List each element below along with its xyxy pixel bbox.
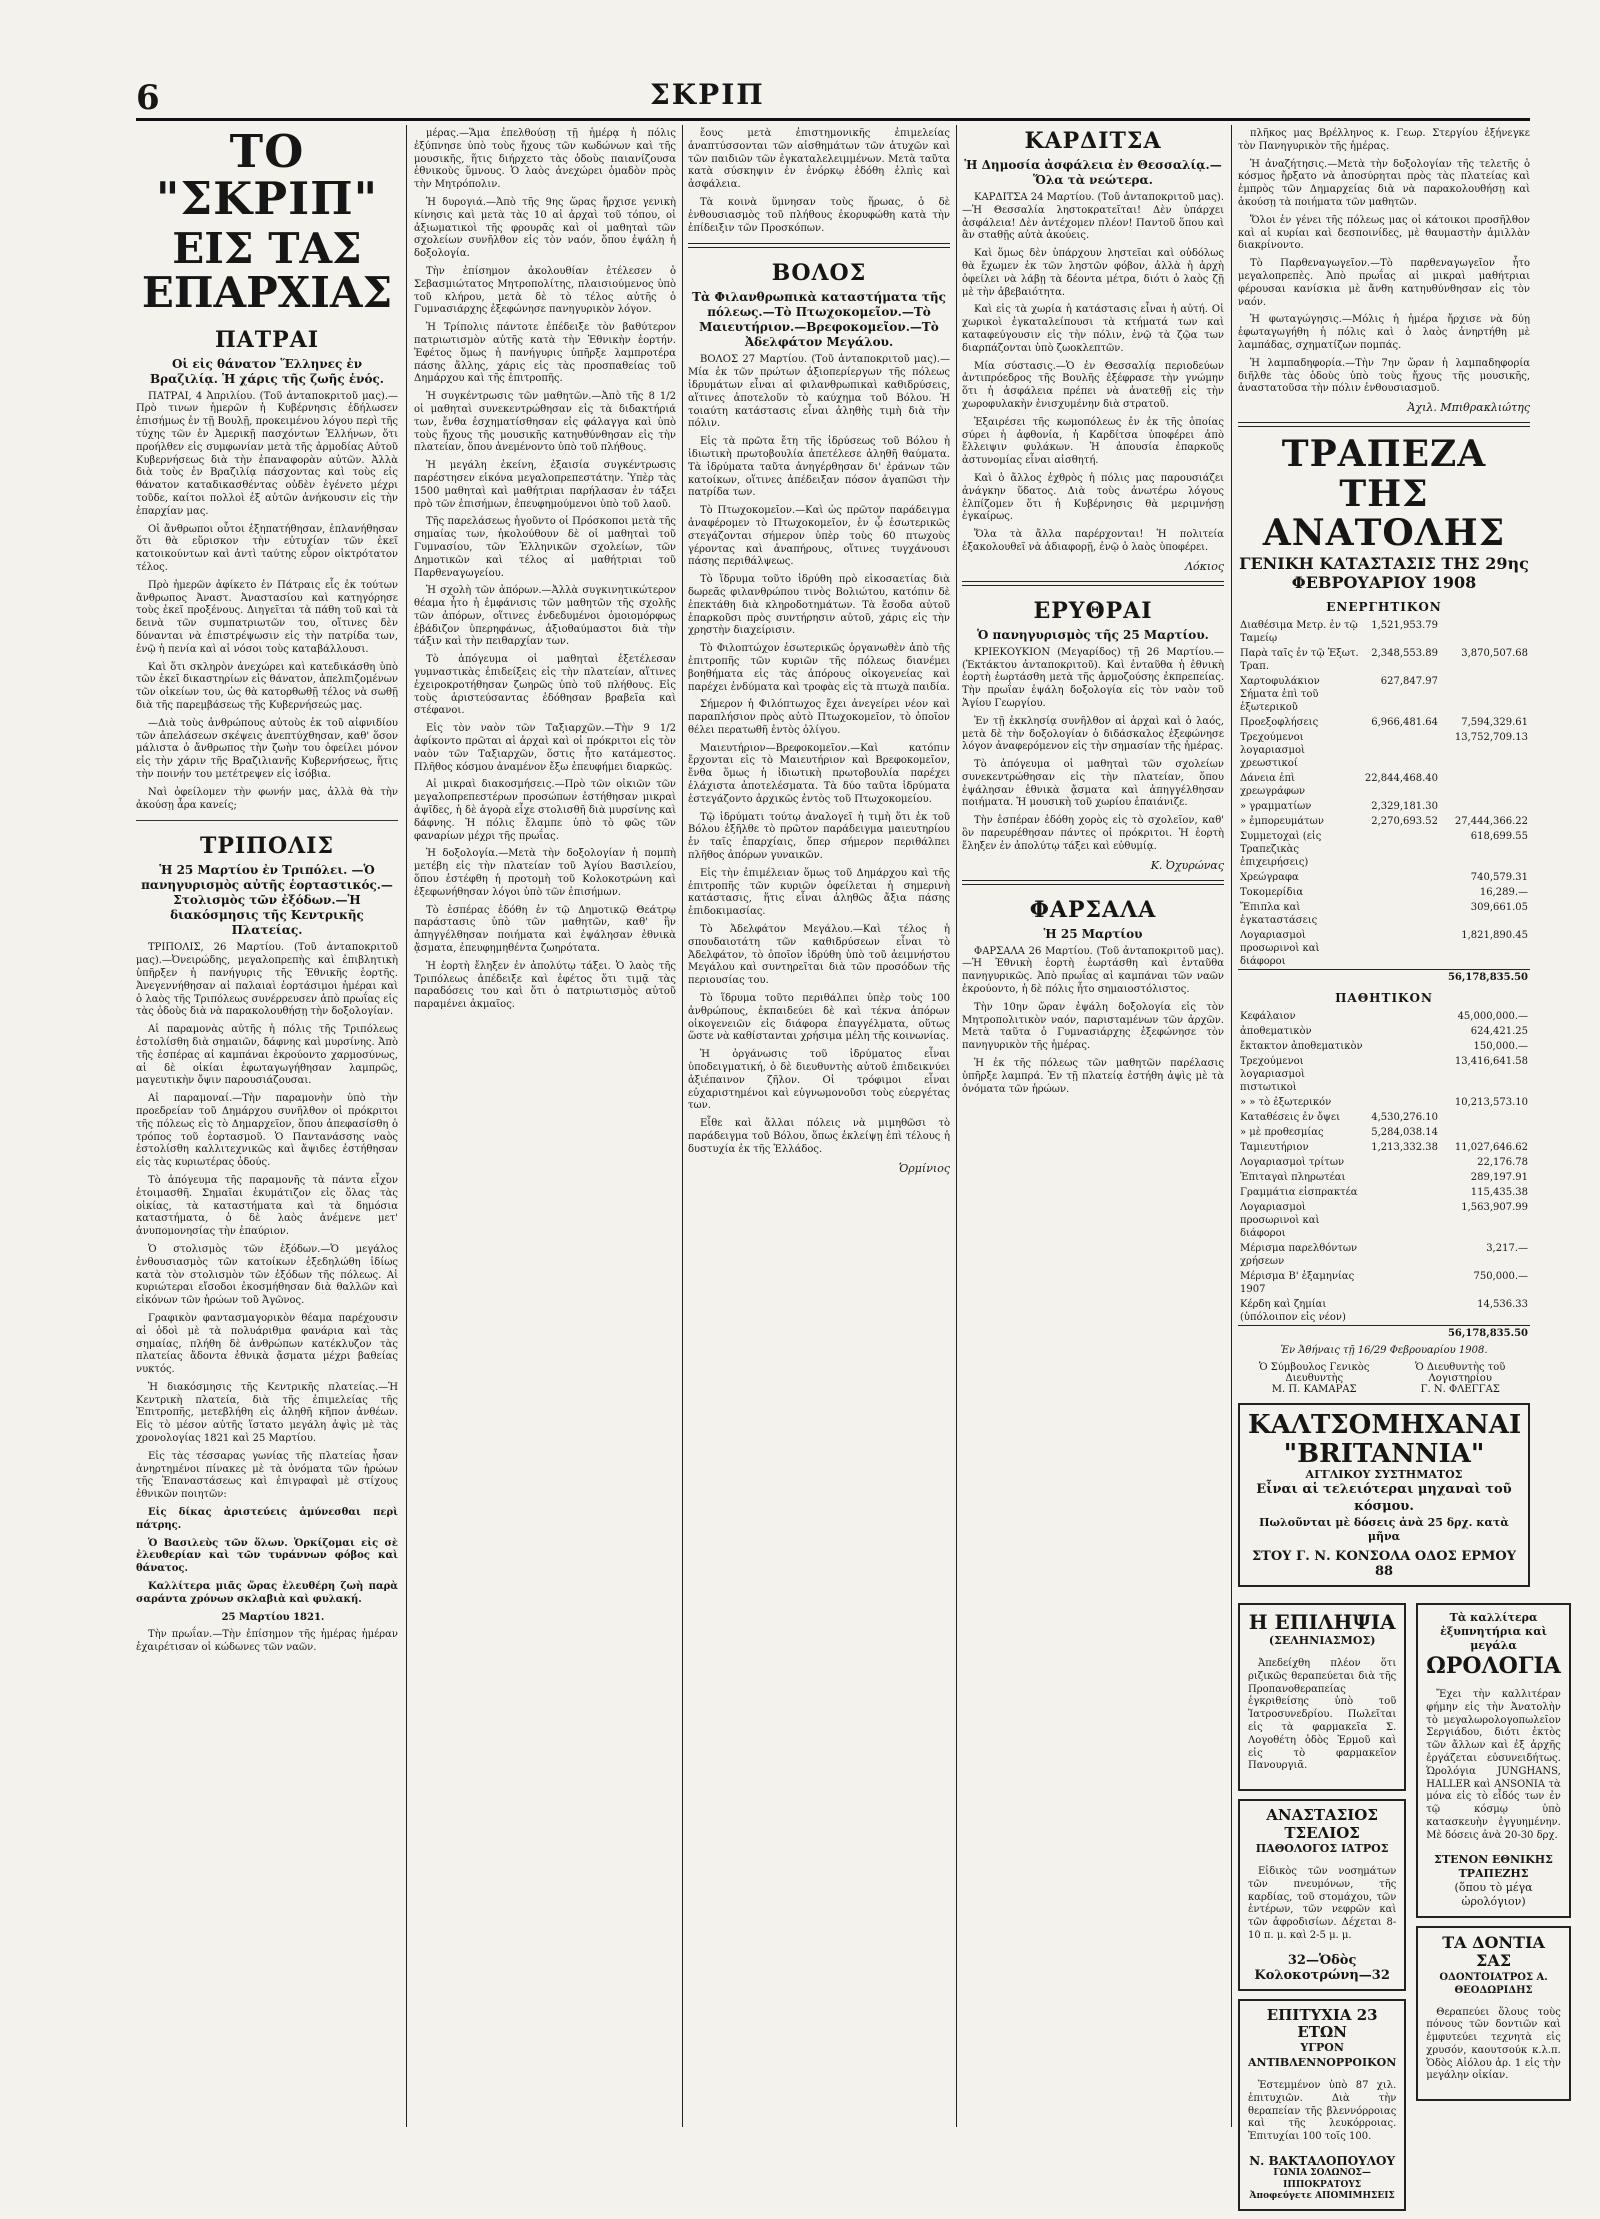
row-value: 750,000.— — [1473, 1270, 1528, 1282]
paragraph: Τὸ ἀπόγευμα οἱ μαθηταὶ ἐξετέλεσαν γυμναστικὰς ἐπιδείξεις εἰς τὴν πλατείαν, αἵτινες ἐχειροκροτήθησαν ζωηρῶς ὑπὸ τοῦ πλήθους. Εἰς τοὺς ἀριστεύσαντας ἐδόθησαν βραβεῖα καὶ στέφανοι. — [414, 654, 676, 717]
author-signature: Ὁρμίνιος — [898, 1161, 950, 1175]
ad-line: Πωλοῦνται μὲ δόσεις ἀνὰ 25 δρχ. κατὰ μῆνα — [1259, 1516, 1509, 1544]
row-label: Κεφάλαιον — [1240, 1010, 1296, 1022]
ad-remedy — [1238, 1999, 1406, 2211]
row-value — [1366, 1155, 1440, 1170]
liabilities-total-row — [1238, 1325, 1530, 1341]
column-3 — [688, 128, 950, 2127]
ad-title: ΤΑ ΔΟΝΤΙΑ ΣΑΣ — [1442, 1932, 1545, 1971]
finance-row — [1238, 1170, 1530, 1185]
finance-row — [1238, 1241, 1530, 1269]
row-value — [1440, 674, 1530, 715]
ad-title: Η ΕΠΙΛΗΨΙΑ — [1248, 1609, 1396, 1634]
quote: Ὁ Βασιλεὺς τῶν ὅλων. Ὁρκίζομαι εἰς σὲ ἐλευθερίαν καὶ τῶν τυράννων φόβος καὶ θάνατος. — [136, 1537, 398, 1575]
row-value: 2,348,553.89 — [1371, 647, 1438, 659]
paragraph: Καὶ εἰς τὰ χωρία ἡ κατάστασις εἶναι ἡ αὐτή. Οἱ χωρικοὶ ἐγκαταλείπουσι τὰ κτήματά των καὶ καταφεύγουσιν εἰς τὴν πόλιν, ἐνῷ τὰ ζῷα των διαρπάζονται ὑπὸ ζωοκλεπτῶν. — [962, 304, 1224, 354]
paragraph: Ἡ δυρογιά.—Ἀπὸ τῆς 9ης ὥρας ἤρχισε γενικὴ κίνησις καὶ μετὰ τὰς 10 αἱ ἀρχαὶ τοῦ τόπου, οἱ ἀξιωματικοὶ τῆς φρουρᾶς καὶ οἱ μαθηταὶ τῶν σχολείων συνῆλθον εἰς τὸν ναόν, ὅπου ἐψάλη ἡ δοξολογία. — [414, 196, 676, 260]
finance-row — [1238, 1095, 1530, 1110]
row-value — [1440, 618, 1530, 646]
column-divider — [682, 125, 683, 2127]
paragraph: Τὴν ἑσπέραν ἐδόθη χορὸς εἰς τὸ σχολεῖον, καθ' ὃν παρευρέθησαν πάντες οἱ πρόκριτοι. Ἡ ἑορτὴ ἔληξεν ἐν ἀπολύτῳ τάξει καὶ εὐθυμίᾳ. — [962, 815, 1224, 852]
article-heading-karditsa: ΚΑΡΔΙΤΣΑ — [1024, 128, 1162, 154]
row-value — [1366, 1185, 1440, 1200]
row-value: 11,027,646.62 — [1454, 1141, 1528, 1153]
paragraph: Εἰς τὸν ναὸν τῶν Ταξιαρχῶν.—Τὴν 9 1/2 ἀφίκοντο πρῶται αἱ ἀρχαὶ καὶ οἱ πρόκριτοι εἰς τὸν ναὸν τῶν Ταξιαρχῶν, ὅστις ἦτο κατάμεστος. Πλῆθος κόσμου ἀναμένον ἔξω ἐπευφήμει διαρκῶς. — [414, 723, 676, 773]
paragraph: Ναὶ ὀφείλομεν τὴν φωνήν μας, ἀλλὰ θὰ τὴν ἀκούσῃ ἆρα κανείς; — [136, 786, 398, 811]
paragraph: Τὸ Πτωχοκομεῖον.—Καὶ ὡς πρῶτον παράδειγμα ἀναφέρομεν τὸ Πτωχοκομεῖον, ἐν ᾧ ἐσωτερικῶς στεγάζονται σήμερον ὑπὲρ τοὺς 60 πτωχοὺς γέροντας καὶ ἀναπήρους, οἵτινες τυγχάνουσι πάσης περιθάλψεως. — [688, 505, 950, 568]
finance-row — [1238, 1200, 1530, 1241]
signature-right — [1390, 1362, 1530, 1395]
paragraph: Τὸ Φιλοπτώχον ἐσωτερικῶς ὀργανωθὲν ἀπὸ τῆς ἐπιτροπῆς τῶν κυριῶν τῆς πόλεως διανέμει βοηθήματα εἰς τὰς ἀπόρους οἰκογενείας καὶ παρέχει ἐνδύματα καὶ τροφὰς εἰς τὰ πτωχὰ παιδία. — [688, 643, 950, 693]
ad-address: 32—Ὁδὸς Κολοκοτρώνη—32 — [1254, 1952, 1390, 1983]
liabilities-heading: ΠΑΘΗΤΙΚΟΝ — [1335, 990, 1433, 1005]
row-label: Τοκομερίδια — [1240, 886, 1304, 898]
row-label: Λογαριασμοὶ τρίτων — [1240, 1156, 1345, 1168]
paragraph: ΒΟΛΟΣ 27 Μαρτίου. (Τοῦ ἀνταποκριτοῦ μας).—Μία ἐκ τῶν πρώτων ἀξιοπερίεργων τῆς πόλεως ἰδρυμάτων εἶναι αἱ φιλανθρωπικαὶ καθιδρύσεις, αἵτινες ἀποτελοῦν τὸ καύχημα τοῦ Βόλου. Ἡ τοιαύτη κατάστασις εἶναι ἀληθὴς τιμὴ διὰ τὴν πόλιν. — [688, 354, 950, 430]
row-label: Διαθέσιμα Μετρ. ἐν τῷ Ταμείῳ — [1240, 619, 1358, 644]
paragraph: Τὸ Ἀδελφάτον Μεγάλου.—Καὶ τέλος ἡ σπουδαιοτάτη τῶν καθιδρύσεων εἶναι τὸ Ἀδελφάτον, τὸ ὁποῖον ἱδρύθη ὑπὸ τοῦ ἀειμνήστου Μεγάλου καὶ συντηρεῖται διὰ τῶν προσόδων τῆς περιουσίας του. — [688, 924, 950, 987]
quote: Εἰς δίκας ἀριστεύεις ἀμύνεσθαι περὶ πάτρης. — [136, 1507, 398, 1531]
ad-sewing-machines — [1238, 1403, 1530, 1587]
paragraph: Ἐξαιρέσει τῆς κωμοπόλεως ἐν ἐκ τῆς ὁποίας σύρει ἡ ἀφθονία, ἡ Καρδίτσα ὑποφέρει ἀπὸ ἔλλειψιν φυλάκων. Ἡ ἀπουσία ἐπαρκοῦς ἀστυνομίας εἶναι αἰσθητή. — [962, 416, 1224, 467]
bank-date: Ἐν Ἀθήναις τῇ 16/29 Φεβρουαρίου 1908. — [1280, 1344, 1488, 1356]
ad-text: Ἀπεδείχθη πλέον ὅτι ριζικῶς θεραπεύεται διὰ τῆς Προπανοθεραπείας ἐγκριθείσης ὑπὸ τοῦ Ἰατροσυνεδρίου. Πωλεῖται εἰς τὰ φαρμακεῖα Σ. Λογοθέτη ὁδὸς Ἑρμοῦ καὶ εἰς τὸ φαρμακεῖον Πανουργιᾶ. — [1248, 1658, 1397, 1772]
row-label: Χρεώγραφα — [1240, 871, 1299, 883]
row-value — [1366, 1297, 1440, 1326]
paragraph: Τὸ ἵδρυμα τοῦτο περιθάλπει ὑπὲρ τοὺς 100 ἀνθρώπους, ἐκπαιδεύει δὲ καὶ τέκνα ἀπόρων οἰκογενειῶν εἰς διάφορα ἐπαγγέλματα, οὕτως ὥστε νὰ καθίστανται χρήσιμα μέλη τῆς κοινωνίας. — [688, 993, 950, 1043]
liabilities-total: 56,178,835.50 — [1440, 1325, 1530, 1341]
row-value — [1363, 928, 1440, 970]
row-label: Συμμετοχαὶ (εἰς Τραπεζικὰς ἐπιχειρήσεις) — [1240, 830, 1322, 868]
finance-row — [1238, 928, 1530, 970]
finance-row — [1238, 885, 1530, 900]
ad-footer: Ἀποφεύγετε ΑΠΟΜΙΜΗΣΕΙΣ — [1249, 2191, 1395, 2202]
paragraph: Καὶ ὁ ἄλλος ἐχθρὸς ἡ πόλις μας παρουσιάζει ἀνάγκην ὕδατος. Διὰ τοὺς ἀνωτέρω λόγους ἐλπίζομεν ὅτι ἡ Κυβέρνησις θὰ μεριμνήσῃ ἐγκαίρως. — [962, 472, 1224, 523]
paragraph: Ἡ σχολὴ τῶν ἀπόρων.—Ἀλλὰ συγκινητικώτερον θέαμα ἦτο ἡ ἐμφάνισις τῶν μαθητῶν τῆς σχολῆς τῶν ἀπόρων, οἵτινες ἐνδεδυμένοι ὁμοιομόρφως ἐβάδιζον ὑπερηφάνως, ἀξιοθαύμαστοι διὰ τὴν τάξιν καὶ τὴν πειθαρχίαν των. — [414, 585, 676, 648]
row-label: ἀποθεματικὸν — [1240, 1025, 1312, 1037]
paragraph: Ἡ φωταγώγησις.—Μόλις ἡ ἡμέρα ἤρχισε νὰ δύῃ ἐφωταγωγήθη ἡ πόλις καὶ ὁ λαὸς ἀνηρτήθη μὲ λαμπάδας, σχηματίζων πομπάς. — [1238, 314, 1530, 351]
finance-row — [1238, 1039, 1530, 1054]
paragraph: Τὸ ἑσπέρας ἐδόθη ἐν τῷ Δημοτικῷ Θεάτρῳ παράστασις ὑπὸ τῶν μαθητῶν, καθ' ἣν ἀπηγγέλθησαν ποιήματα καὶ ἐψάλησαν ἐθνικὰ ᾄσματα, ἐπευφημηθέντα ζωηρότατα. — [414, 904, 676, 955]
paragraph: Καὶ ὅμως δὲν ὑπάρχουν ληστεῖαι καὶ οὐδόλως θὰ ἔχωμεν ἐκ τῶν ληστῶν φόβον, ἀλλὰ ἡ ἀρχὴ ὀφείλει νὰ λάβῃ τὰ δέοντα μέτρα, διότι ὁ λαὸς ζῇ μὲ τὴν ἀβεβαιότητα. — [962, 248, 1224, 298]
paragraph: —Διὰ τοὺς ἀνθρώπους αὐτοὺς ἐκ τοῦ αἰφνιδίου τῶν ἀπελάσεων σκέψεις ἀνεπτύχθησαν, καθ' ὅσον μάλιστα ὁ ἄνθρωπος τὴν ζωὴν του ὀφείλει μόνον εἰς τὴν χάριν τῆς Βραζιλιανῆς Κυβερνήσεως, ἥτις τὴν ποινήν του μετέτρεψεν εἰς ἰσόβια. — [136, 717, 398, 780]
article-subheading: Ἡ 25 Μαρτίου — [1043, 926, 1143, 941]
ad-subtitle: (ΣΕΛΗΝΙΑΣΜΟΣ) — [1268, 1633, 1376, 1647]
ad-doctor — [1238, 1799, 1406, 1991]
ads-right — [1416, 1595, 1571, 2219]
assets-heading: ΕΝΕΡΓΗΤΙΚΟΝ — [1326, 599, 1442, 614]
paragraph: Ὁ στολισμὸς τῶν ἐξόδων.—Ὁ μεγάλος ἐνθουσιασμὸς τῶν κατοίκων ἐξεδηλώθη ἰδίως κατὰ τὸν στολισμὸν τῶν ἐξόδων τῆς πόλεως. Αἱ κυριώτεραι εἴσοδοι ἐκοσμήθησαν διὰ θαλλῶν καὶ εἰκόνων τῶν ἡρώων τοῦ Ἀγῶνος. — [136, 1243, 398, 1307]
row-label: » ἐμπορευμάτων — [1240, 815, 1324, 827]
paragraph: Τῷ ἰδρύματι τούτῳ ἀναλογεῖ ἡ τιμὴ ὅτι ἐκ τοῦ Βόλου ἐξῆλθε τὸ πρῶτον παράδειγμα μαιευτηρίου ἐν ταῖς ἐπαρχίαις, ὅπερ σήμερον περιθάλπει πλῆθος ἀπόρων γυναικῶν. — [688, 811, 950, 862]
paragraph: Ἡ διακόσμησις τῆς Κεντρικῆς πλατείας.—Ἡ Κεντρικὴ πλατεία, διὰ τῆς ἐπιμελείας τῆς Ἐπιτροπῆς, μετεβλήθη εἰς ἀληθῆ κῆπον ἀνθέων. Εἰς τὸ μέσον αὐτῆς ἵστατο μεγάλη ἁψὶς μὲ τὰς χρονολογίας 1821 καὶ 25 Μαρτίου. — [136, 1381, 398, 1445]
finance-row — [1238, 1269, 1530, 1297]
finance-row — [1238, 674, 1530, 715]
row-value — [1366, 1200, 1440, 1241]
row-value: 7,594,329.61 — [1461, 716, 1528, 728]
row-label: Λογαριασμοὶ προσωρινοὶ καὶ διάφοροι — [1240, 1201, 1320, 1239]
row-value: 309,661.05 — [1470, 901, 1528, 913]
row-value — [1366, 1170, 1440, 1185]
bank-signatures — [1238, 1362, 1530, 1395]
row-value: 1,821,890.45 — [1461, 929, 1528, 941]
paragraph: Ὅλα τὰ ἄλλα παρέρχονται! Ἡ πολιτεία ἐξακολουθεῖ νὰ ἀδιαφορῇ, ἐνῷ ὁ λαὸς ὑποφέρει. — [962, 529, 1224, 553]
row-label: Καταθέσεις ἐν ὄψει — [1240, 1111, 1341, 1123]
row-value: 4,530,276.10 — [1371, 1111, 1438, 1123]
row-value: 45,000,000.— — [1457, 1010, 1528, 1022]
finance-row — [1238, 1185, 1530, 1200]
row-label: Τρεχούμενοι λογαριασμοὶ χρεωστικοί — [1240, 731, 1305, 769]
paragraph: Ἡ μεγάλη ἐκείνη, ἐξαισία συγκέντρωσις παρέστησεν εἰκόνα μεγαλοπρεπεστάτην. Ὑπὲρ τὰς 1500 μαθηταὶ καὶ μαθήτριαι παρήλασαν ἐν τάξει πρὸ τῶν ἐπισήμων, ἐπευφημούμενοι ὑπὸ τοῦ λαοῦ. — [414, 460, 676, 510]
row-label: Μέρισμα παρελθόντων χρήσεων — [1240, 1242, 1358, 1267]
row-value — [1363, 900, 1440, 928]
quote: Καλλίτερα μιᾶς ὥρας ἐλευθέρη ζωὴ παρὰ σαράντα χρόνων σκλαβιὰ καὶ φυλακή. — [136, 1581, 398, 1605]
article-heading-tripolis: ΤΡΙΠΟΛΙΣ — [199, 833, 335, 860]
article-heading-patrai: ΠΑΤΡΑΙ — [214, 326, 320, 353]
section-title: ΤΟ "ΣΚΡΙΠ" — [155, 125, 379, 226]
row-value — [1366, 1054, 1440, 1095]
ad-subtitle: ΠΑΘΟΛΟΓΟΣ ΙΑΤΡΟΣ — [1255, 1841, 1389, 1855]
masthead: ΣΚΡΙΠ — [650, 78, 765, 111]
row-value: 3,217.— — [1486, 1242, 1528, 1254]
paragraph: πλῆκος μας Βρέλληνος κ. Γεωρ. Στεργίου ἐξήνεγκε τὸν Πανηγυρικὸν τῆς ἡμέρας. — [1238, 128, 1530, 152]
row-value: 627,847.97 — [1380, 675, 1438, 687]
paragraph: ΤΡΙΠΟΛΙΣ, 26 Μαρτίου. (Τοῦ ἀνταποκριτοῦ μας).—Ὀνειρώδης, μεγαλοπρεπὴς καὶ ἐπιβλητικὴ ὑπῆρξεν ἡ πανήγυρις τῆς Ἐθνικῆς ἑορτῆς. Ἀνεγεννήθησαν αἱ παλαιαὶ ἑορτάσιμοι ἡμέραι καὶ ὁ λαὸς τῆς Τριπόλεως συνέρρευσεν ἀπὸ πρωΐας εἰς τὰς ὁδοὺς διὰ νὰ παρακολουθήσῃ τὴν δοξολογίαν. — [136, 942, 398, 1018]
row-value: 16,289.— — [1479, 886, 1528, 898]
row-value — [1363, 829, 1440, 870]
finance-row — [1238, 1140, 1530, 1155]
row-value: 624,421.25 — [1470, 1025, 1528, 1037]
divider — [962, 581, 1224, 586]
article-subheading: Τὰ Φιλανθρωπικὰ καταστήματα τῆς πόλεως.—Τὸ Πτωχοκομεῖον.—Τὸ Μαιευτήριον.—Βρεφοκομεῖον.—Τὸ Ἀδελφάτον Μεγάλου. — [692, 290, 946, 350]
article-heading-volos: ΒΟΛΟΣ — [771, 260, 867, 287]
ad-text: Ἐστεμμένον ὑπὸ 87 χιλ. ἐπιτυχιῶν. Διὰ τὴν θεραπείαν τῆς βλεννόρροιας καὶ τῆς λευκόρροιας. Ἐπιτυχίαι 100 τοῖς 100. — [1248, 2079, 1397, 2143]
row-label: Ἐπιταγαὶ πληρωτέαι — [1240, 1171, 1346, 1183]
paragraph: Ἡ Τρίπολις πάντοτε ἐπέδειξε τὸν βαθύτερον πατριωτισμὸν αὐτῆς κατὰ τὴν Ἐθνικὴν ἑορτήν. Ἐφέτος ὅμως ἡ πανήγυρις ὑπῆρξε λαμπροτέρα πάσης ἄλλης, χάρις εἰς τὰς προσπαθείας τοῦ Δημάρχου καὶ τῆς ἐπιτροπῆς. — [414, 322, 676, 385]
bank-subtitle: ΓΕΝΙΚΗ ΚΑΤΑΣΤΑΣΙΣ ΤΗΣ 29ης ΦΕΒΡΟΥΑΡΙΟΥ 1908 — [1239, 553, 1529, 592]
paragraph: Ἡ ἀναζήτησις.—Μετὰ τὴν δοξολογίαν τῆς τελετῆς ὁ κόσμος ἤρξατο νὰ ἀποσύρηται πρὸς τὰς πλατείας καὶ ἐμπρὸς τῶν Δημαρχείας διὰ νὰ παρακολουθήσῃ καὶ ἀκούσῃ τὰ ποιήματα τῶν μαθητῶν. — [1238, 158, 1530, 208]
paragraph: ΚΑΡΔΙΤΣΑ 24 Μαρτίου. (Τοῦ ἀνταποκριτοῦ μας).—Ἡ Θεσσαλία ληστοκρατεῖται! Δὲν ὑπάρχει ἀσφάλεια! Δὲν ἀντέχομεν πλέον! Παντοῦ ὅπου καὶ ἂν σταθῇς αὐτὰ ἀκούεις. — [962, 192, 1224, 242]
paragraph: Ἡ ἑορτὴ ἔληξεν ἐν ἀπολύτῳ τάξει. Ὁ λαὸς τῆς Τριπόλεως ἀπέδειξε καὶ ἐφέτος ὅτι τιμᾷ τὰς παραδόσεις του καὶ ὅτι ὁ πατριωτισμὸς αὐτοῦ παραμένει ἀκμαῖος. — [414, 960, 676, 1011]
row-value: 13,416,641.58 — [1454, 1055, 1528, 1067]
row-value: 2,270,693.52 — [1371, 815, 1438, 827]
column-divider — [1231, 125, 1232, 2127]
row-value: 5,284,038.14 — [1371, 1126, 1438, 1138]
paragraph: Μία σύστασις.—Ὁ ἐν Θεσσαλίᾳ περιοδεύων ἀντιπρόεδρος τῆς Βουλῆς ἐξέφρασε τὴν γνώμην ὅτι ἡ ἀσφάλεια πρέπει νὰ ἀνατεθῇ εἰς τὴν χωροφυλακὴν ἐνισχυμένην διὰ στρατοῦ. — [962, 360, 1224, 410]
row-value — [1366, 1095, 1440, 1110]
signature-name: Γ. Ν. ΦΛΕΓΓΑΣ — [1420, 1383, 1500, 1395]
paragraph: μέρας.—Ἅμα ἐπελθούσῃ τῇ ἡμέρᾳ ἡ πόλις ἐξύπνησε ὑπὸ τοὺς ἤχους τῶν κωδώνων καὶ τῆς μουσικῆς, ἥτις διήρχετο τὰς ὁδοὺς παιανίζουσα ἐθνικοὺς ὕμνους. Ὁ λαὸς ἀνεχώρει ὁμαδὸν πρὸς τὴν Μητρόπολιν. — [414, 128, 676, 191]
paragraph: Ἡ ὀργάνωσις τοῦ ἰδρύματος εἶναι ὑποδειγματική, ὁ δὲ διευθυντὴς αὐτοῦ ἐπιδεικνύει ἀξιέπαινον ζῆλον. Οἱ τρόφιμοι εἶναι εὐχαριστημένοι καὶ εὐγνωμονοῦσι τοὺς εὐεργέτας των. — [688, 1049, 950, 1112]
row-value — [1366, 1039, 1440, 1054]
finance-row — [1238, 799, 1530, 814]
row-value — [1440, 799, 1530, 814]
row-value: 1,213,332.38 — [1371, 1141, 1438, 1153]
row-label: » μὲ προθεσμίας — [1240, 1126, 1324, 1138]
row-label: Κέρδη καὶ ζημίαι (ὑπόλοιπον εἰς νέον) — [1240, 1298, 1346, 1323]
paragraph: Αἱ μικραὶ διακοσμήσεις.—Πρὸ τῶν οἰκιῶν τῶν μεγαλοπρεπεστέρων προσώπων ἐστήθησαν μικραὶ ἁψῖδες, ἡ δὲ ἀγορὰ εἶχε στολισθῆ διὰ μυρσίνης καὶ δάφνης. Ἡ πόλις ἔλαμπε ὑπὸ τὸ φῶς τῶν φαναρίων μέχρι τῆς πρωΐας. — [414, 779, 676, 842]
finance-row — [1238, 1009, 1530, 1024]
paragraph: ΠΑΤΡΑΙ, 4 Ἀπριλίου. (Τοῦ ἀνταποκριτοῦ μας).—Πρὸ τινων ἡμερῶν ἡ Κυβέρνησις ἐδήλωσεν ἐπισήμως ἐν τῇ Βουλῇ, προκειμένου λόγου περὶ τῆς τύχης τῶν ἐν Ἀμερικῇ πασχόντων Ἑλλήνων, ὅτι προήλθεν εἰς συμφωνίαν μετὰ τῆς ἀρμοδίας Αὐτοῦ Κυβερνήσεως διὰ τὴν ἐπαναφορὰν αὐτῶν. Ἀλλὰ διὰ τοὺς ἐν Βραζιλίᾳ πάσχοντας καὶ τοὺς εἰς θάνατον καταδικασθέντας οὐδὲν ἐγένετο μέχρι τοῦδε, καίτοι πολλοὶ ἐξ αὐτῶν ἀνήκουσιν εἰς τὴν ἐπαρχίαν μας. — [136, 390, 398, 517]
ad-text: Θεραπεύει ὅλους τοὺς πόνους τῶν δοντιῶν καὶ ἐμφυτεύει τεχνητὰ εἰς χρυσόν, καουτσούκ κ.λ.π. Ὁδὸς Αἰόλου ἀρ. 1 εἰς τὴν μεγάλην οἰκίαν. — [1426, 2006, 1561, 2082]
column-4 — [962, 128, 1224, 2127]
row-value: 27,444,366.22 — [1454, 815, 1528, 827]
ad-subtitle: ΥΓΡΟΝ ΑΝΤΙΒΛΕΝΝΟΡΡΟΙΚΟΝ — [1248, 2041, 1397, 2069]
finance-row — [1238, 1054, 1530, 1095]
row-value: 13,752,709.13 — [1454, 731, 1528, 743]
finance-row — [1238, 1024, 1530, 1039]
assets-table — [1238, 618, 1530, 985]
ad-address: Ν. ΒΑΚΤΑΛΟΠΟΥΛΟΥ — [1249, 2153, 1396, 2168]
finance-row — [1238, 1110, 1530, 1125]
paragraph: Ἡ λαμπαδηφορία.—Τὴν 7ην ὥραν ἡ λαμπαδηφορία διῆλθε τὰς ὁδοὺς ὑπὸ τοὺς ἤχους τῆς μουσικῆς, ἀναστατοῦσα τὴν πόλιν ἐνθουσιασμοῦ. — [1238, 357, 1530, 395]
ad-epilepsy — [1238, 1603, 1406, 1791]
column-divider — [406, 125, 407, 2127]
paragraph: ΦΑΡΣΑΛΑ 26 Μαρτίου. (Τοῦ ἀνταποκριτοῦ μας).—Ἡ Ἐθνικὴ ἑορτὴ ἐωρτάσθη καὶ ἐνταῦθα πανηγυρικῶς. Ἀπὸ πρωΐας αἱ καμπάναι τῶν ναῶν ἐκρούοντο, ἡ δὲ πόλις ἦτο σημαιοστόλιστος. — [962, 945, 1224, 996]
finance-row — [1238, 715, 1530, 730]
ad-footer: ΣΤΕΝΟΝ ΕΘΝΙΚΗΣ ΤΡΑΠΕΖΗΣ — [1434, 1852, 1553, 1880]
row-value — [1366, 1024, 1440, 1039]
assets-total-row — [1238, 969, 1530, 985]
row-label: » γραμματίων — [1240, 800, 1312, 812]
row-value: 22,844,468.40 — [1364, 772, 1438, 784]
row-label: Χαρτοφυλάκιον Σήματα ἐπὶ τοῦ ἐξωτερικοῦ — [1240, 675, 1320, 713]
paragraph: Τῆς παρελάσεως ἡγοῦντο οἱ Πρόσκοποι μετὰ τῆς σημαίας των, ἠκολούθουν δὲ οἱ μαθηταὶ τοῦ Γυμνασίου, τῶν Ἑλληνικῶν σχολείων, τῶν Δημοτικῶν καὶ τέλος αἱ μαθήτριαι τοῦ Παρθεναγωγείου. — [414, 516, 676, 579]
liabilities-table — [1238, 1009, 1530, 1341]
finance-row — [1238, 814, 1530, 829]
row-label: ἔκτακτον ἀποθεματικὸν — [1240, 1040, 1363, 1052]
row-value: 6,966,481.64 — [1371, 716, 1438, 728]
row-label: » » τὸ ἐξωτερικόν — [1240, 1096, 1332, 1108]
column-2 — [414, 128, 676, 2127]
finance-row — [1238, 870, 1530, 885]
signature-role: Ὁ Διευθυντὴς τοῦ Λογιστηρίου — [1415, 1361, 1506, 1384]
ad-title: ΑΝΑΣΤΑΣΙΟΣ ΤΣΕΛΙΟΣ — [1266, 1806, 1378, 1842]
page-number: 6 — [136, 78, 160, 118]
article-heading-erythrai: ΕΡΥΘΡΑΙ — [1033, 597, 1153, 624]
signature-name: Μ. Π. ΚΑΜΑΡΑΣ — [1271, 1383, 1357, 1395]
paragraph: Μαιευτήριον—Βρεφοκομεῖον.—Καὶ κατόπιν ἔρχονται εἰς τὸ Μαιευτήριον καὶ Βρεφοκομεῖον, ἔνθα ὅμως ἡ ἰδιωτικὴ πρωτοβουλία παρέχει ἐλάχιστα ἀποτελέσματα. Τὰ δύο ταῦτα ἱδρύματα ἐστεγάζοντο ἀρχικῶς ἐντὸς τοῦ Πτωχοκομείου. — [688, 742, 950, 805]
divider — [136, 820, 398, 821]
row-value: 14,536.33 — [1477, 1298, 1528, 1310]
paragraph: Ὅλοι ἐν γένει τῆς πόλεως μας οἱ κάτοικοι προσῆλθον καὶ αἱ κυρίαι καὶ δεσποινίδες, μὲ θαυμαστὴν ἁμιλλὰν διακρίνοντο. — [1238, 214, 1530, 252]
finance-row — [1238, 900, 1530, 928]
row-value — [1363, 730, 1440, 771]
row-value: 2,329,181.30 — [1371, 800, 1438, 812]
paragraph: Τὸ ἀπόγευμα τῆς παραμονῆς τὰ πάντα εἶχον ἑτοιμασθῆ. Σημαῖαι ἐκυμάτιζον εἰς ὅλας τὰς οἰκίας, τὰ καταστήματα καὶ τὰ δημόσια καταστήματα, ὁ δὲ λαὸς ἀνέμενε μετ' ἀνυπομονησίας τὴν ἐπαύριον. — [136, 1174, 398, 1238]
finance-row — [1238, 1297, 1530, 1326]
paragraph: Καὶ ὅτι σκληρὸν ἀνεχώρει καὶ κατεδικάσθη ὑπὸ τῶν ἐκεῖ δικαστηρίων εἰς θάνατον, ἀπελπιζομένων τῶν οἰκείων του, ὡς θὰ κατορθωθῇ τέλος νὰ σωθῇ διὰ τῆς παρεμβάσεως τῆς Κυβερνήσεώς μας. — [136, 661, 398, 712]
row-value — [1440, 1125, 1530, 1140]
row-value — [1363, 885, 1440, 900]
row-value — [1440, 771, 1530, 799]
row-label: Μέρισμα Β' ἑξαμηνίας 1907 — [1240, 1270, 1355, 1295]
paragraph: Ἡ ἐκ τῆς πόλεως τῶν μαθητῶν παρέλασις ὑπῆρξε λαμπρά. Ἐν τῇ πλατείᾳ ἐστήθη ἁψὶς μὲ τὰ ὀνόματα τῶν ἡρώων. — [962, 1058, 1224, 1095]
row-label: Λογαριασμοὶ προσωρινοὶ καὶ διάφοροι — [1240, 929, 1320, 967]
ad-title: ΕΠΙΤΥΧΙΑ 23 ΕΤΩΝ — [1266, 2005, 1378, 2042]
ad-text: Ἔχει τὴν καλλιτέραν φήμην εἰς τὴν Ἀνατολὴν τὸ μεγαλωρολογοπωλεῖον Σεργιάδου, διότι ἐκτὸς τῶν ἄλλων καὶ ἐξ ἀρχῆς ἐργάζεται εὐσυνειδήτως. Ὡρολόγια JUNGHANS, HALLER καὶ ANSONIA τὰ μόνα εἰς τὸ εἶδός των ἐν τῷ κόσμῳ ὑπὸ κατασκευὴν ἐγγυημένην. Μὲ δόσεις ἀνὰ 20-30 δρχ. — [1426, 1688, 1561, 1841]
row-value: 150,000.— — [1473, 1040, 1528, 1052]
finance-row — [1238, 646, 1530, 674]
row-value — [1366, 1009, 1440, 1024]
ad-address: ΣΤΟΥ Γ. Ν. ΚΟΝΣΟΛΑ ΟΔΟΣ ΕΡΜΟΥ 88 — [1251, 1548, 1517, 1579]
ad-line: Εἶναι αἱ τελειότεραι μηχαναὶ τοῦ κόσμου. — [1256, 1482, 1512, 1515]
paragraph: Αἱ παραμονὰς αὐτῆς ἡ πόλις τῆς Τριπόλεως ἐστολίσθη διὰ σημαιῶν, δάφνης καὶ μυρσίνης. Ἀπὸ τῆς ἑσπέρας αἱ καμπάναι ἐκρούοντο χαρμοσύνως, αἱ δὲ οἰκίαι ἐφωταγωγήθησαν λαμπρῶς, μαγευτικὴν ὄψιν παρουσιάζουσαι. — [136, 1024, 398, 1087]
ad-clocks — [1416, 1603, 1571, 1918]
paragraph: Ἐν τῇ ἐκκλησίᾳ συνῆλθον αἱ ἀρχαὶ καὶ ὁ λαός, μετὰ δὲ τὴν δοξολογίαν ὁ διδάσκαλος ἐξεφώνησε λόγον ἀναφερόμενον εἰς τὴν σημασίαν τῆς ἡμέρας. — [962, 715, 1224, 753]
signature-left — [1238, 1362, 1390, 1395]
row-label: Παρὰ ταῖς ἐν τῷ Ἐξωτ. Τραπ. — [1240, 647, 1359, 672]
column-1 — [136, 125, 398, 2127]
row-value: 115,435.38 — [1470, 1186, 1528, 1198]
row-label: Προεξοφλήσεις — [1240, 716, 1319, 728]
paragraph: Ἡ δοξολογία.—Μετὰ τὴν δοξολογίαν ἡ πομπὴ μετέβη εἰς τὴν πλατείαν τοῦ Ἀγίου Βασιλείου, ὅπου ἐστέφθη ἡ προτομὴ τοῦ Κολοκοτρώνη καὶ ἐξεφωνήθησαν λόγοι ὑπὸ τῶν ἐπισήμων. — [414, 848, 676, 898]
divider — [1238, 422, 1530, 427]
paragraph: Γραφικὸν φαντασμαγορικὸν θέαμα παρέχουσιν αἱ ὁδοὶ μὲ τὰ πολυάριθμα φανάρια καὶ τὰς σημαίας, πλήθη δὲ ἀνθρώπων κατέκλυζον τὰς πλατείας ἄδοντα ἐθνικὰ ᾄσματα μέχρι βαθείας νυκτός. — [136, 1312, 398, 1376]
ads-left — [1238, 1595, 1406, 2219]
article-heading-farsala: ΦΑΡΣΑΛΑ — [1029, 896, 1157, 923]
row-value — [1366, 1269, 1440, 1297]
row-value — [1366, 1241, 1440, 1269]
finance-row — [1238, 829, 1530, 870]
paragraph: Τὸ ἀπόγευμα οἱ μαθηταὶ τῶν σχολείων συνεκεντρώθησαν εἰς τὴν πλατείαν, ὅπου ἐψάλησαν ἐθνικὰ ᾄσματα καὶ ἀπηγγέλθησαν ποιήματα. Ἡ μουσικὴ τοῦ χωρίου ἐπαιάνιζε. — [962, 759, 1224, 809]
ads-split — [1238, 1595, 1561, 2219]
article-subheading: Ἡ Δημοσία ἀσφάλεια ἐν Θεσσαλίᾳ.—Ὅλα τὰ νεώτερα. — [964, 158, 1222, 187]
quote-date: 25 Μαρτίου 1821. — [221, 1611, 325, 1623]
ad-kicker: Τὰ καλλίτερα ἐξυπνητήρια καὶ μεγάλα — [1440, 1610, 1547, 1653]
row-value: 740,579.31 — [1470, 871, 1528, 883]
row-label: Γραμμάτια εἰσπρακτέα — [1240, 1186, 1358, 1198]
row-label: Ἔπιπλα καὶ ἐγκαταστάσεις — [1240, 901, 1318, 926]
bank-title: ΤΡΑΠΕΖΑ ΤΗΣ ΑΝΑΤΟΛΗΣ — [1262, 433, 1506, 555]
row-value — [1440, 1110, 1530, 1125]
paragraph: Αἱ παραμοναί.—Τὴν παραμονὴν ὑπὸ τὴν προεδρείαν τοῦ Δημάρχου συνῆλθον οἱ πρόκριτοι τῆς πόλεως εἰς τὸ Δημαρχεῖον, ὅπου ἀπεφασίσθη ὁ τρόπος τοῦ ἑορτασμοῦ. Ὁ Παντανάσσης ναὸς ἐστολίσθη καλλιτεχνικῶς καὶ ἄψιδες ἐστήθησαν εἰς τὰς κυριωτέρας ὁδούς. — [136, 1093, 398, 1169]
ad-subtitle: ΑΓΓΛΙΚΟΥ ΣΥΣΤΗΜΑΤΟΣ — [1305, 1468, 1463, 1482]
ad-text: Εἰδικὸς τῶν νοσημάτων τῶν πνευμόνων, τῆς καρδίας, τοῦ στομάχου, τῶν ἐντέρων, τῶν νεφρῶν καὶ τῶν ἀφροδισίων. Δέχεται 8-10 π. μ. καὶ 2-5 μ. μ. — [1248, 1866, 1397, 1942]
row-value: 289,197.91 — [1470, 1171, 1528, 1183]
row-label: Ταμιευτήριον — [1240, 1141, 1309, 1153]
finance-row — [1238, 771, 1530, 799]
ad-dentist — [1416, 1926, 1571, 2102]
paragraph: ΚΡΙΕΚΟΥΚΙΟΝ (Μεγαρίδος) τῇ 26 Μαρτίου.—(Ἐκτάκτου ἀνταποκριτοῦ). Καὶ ἐνταῦθα ἡ ἐθνικὴ ἑορτὴ ἐωρτάσθη μετὰ τῆς ἁρμοζούσης ἐκπρεπείας. Τὴν πρωΐαν ἐψάλη δοξολογία εἰς τὸν ναὸν τοῦ Ἁγίου Γεωργίου. — [962, 646, 1224, 709]
row-value: 10,213,573.10 — [1454, 1096, 1528, 1108]
row-value: 1,563,907.99 — [1461, 1201, 1528, 1213]
paragraph: ἔους μετὰ ἐπιστημονικῆς ἐπιμελείας ἀναπτύσσονται τῶν αἰσθημάτων τῶν ἀτυχῶν καὶ τῶν παιδιῶν τῶν ἐγκαταλελειμμένων. Μετὰ ταῦτα κατὰ σύσκηψιν ἐν ἐνόρκῳ ἐδόθη ἐλπὶς καὶ ἀσφάλεια. — [688, 128, 950, 191]
row-value: 1,521,953.79 — [1371, 619, 1438, 631]
row-label: Δάνεια ἐπὶ χρεωγράφων — [1240, 772, 1306, 797]
ad-title: ΚΑΛΤΣΟΜΗΧΑΝΑΙ "BRITANNIA" — [1248, 1409, 1522, 1469]
paragraph: Εἰς τὰς τέσσαρας γωνίας τῆς πλατείας ἦσαν ἀνηρτημένοι πίνακες μὲ τὰ ὀνόματα τῶν ἡρώων τῆς Ἐπαναστάσεως καὶ ἐπιγραφαὶ μὲ στίχους ἐθνικῶν ποιητῶν: — [136, 1450, 398, 1501]
paragraph: Οἱ ἄνθρωποι οὗτοι ἐξηπατήθησαν, ἐπλανήθησαν ὅτι θὰ εὕρισκον τὴν εὐτυχίαν τῶν ἐκεῖ κατοικούντων καὶ ἀντὶ ταύτης εὗρον οἰκτρότατον τέλος. — [136, 523, 398, 574]
paragraph: Τὴν ἐπίσημον ἀκολουθίαν ἐτέλεσεν ὁ Σεβασμιώτατος Μητροπολίτης, πλαισιούμενος ὑπὸ τοῦ κλήρου, μετὰ δὲ τὸ τέλος αὐτῆς ὁ Γυμνασιάρχης ἐξεφώνησε πανηγυρικὸν λόγον. — [414, 265, 676, 316]
ad-footer-2: (ὅπου τὸ μέγα ὡρολόγιον) — [1454, 1881, 1533, 1909]
paragraph: Εἰς τὰ πρῶτα ἔτη τῆς ἰδρύσεως τοῦ Βόλου ἡ ἰδιωτικὴ πρωτοβουλία ἀπετέλεσε ἀληθῆ θαύματα. Τὰ ἱδρύματα ταῦτα ἀνηγέρθησαν δι' ἐράνων τῶν κατοίκων, οἵτινες ἀπέδειξαν πόσον ἀγαπῶσι τὴν πατρίδα των. — [688, 436, 950, 499]
finance-row — [1238, 618, 1530, 646]
row-value: 3,870,507.68 — [1461, 647, 1528, 659]
author-signature: Κ. Ὀχυρώνας — [1150, 858, 1224, 872]
ad-address-2: ΓΩΝΙΑ ΣΟΛΩΝΟΣ—ΙΠΠΟΚΡΑΤΟΥΣ — [1273, 2167, 1371, 2190]
article-subheading: Ἡ 25 Μαρτίου ἐν Τριπόλει. —Ὁ πανηγυρισμὸς αὐτῆς ἑορταστικός.—Στολισμὸς τῶν ἐξόδων.—Ἡ διακόσμησις τῆς Κεντρικῆς Πλατείας. — [141, 863, 393, 938]
row-value: 22,176.78 — [1477, 1156, 1528, 1168]
paragraph: Ἡ συγκέντρωσις τῶν μαθητῶν.—Ἀπὸ τῆς 8 1/2 οἱ μαθηταὶ συνεκεντρώθησαν εἰς τὰ διδακτήριά των, ἔνθα ἐσχηματίσθησαν εἰς φάλαγγα καὶ ὑπὸ τοὺς ἤχους τῆς μουσικῆς κατηυθύνθησαν εἰς τὴν πλατείαν, ὅπου ἀνεμένοντο ὑπὸ τοῦ πλήθους. — [414, 391, 676, 454]
finance-row — [1238, 1155, 1530, 1170]
paragraph: Τὴν 10ην ὥραν ἐψάλη δοξολογία εἰς τὸν Μητροπολιτικὸν ναόν, παρισταμένων τῶν ἀρχῶν. Μετὰ ταῦτα ὁ Γυμνασιάρχης ἐξεφώνησε τὸν πανηγυρικὸν τῆς ἡμέρας. — [962, 1001, 1224, 1052]
row-value: 618,699.55 — [1470, 830, 1528, 842]
finance-row — [1238, 1125, 1530, 1140]
paragraph: Εἶθε καὶ ἄλλαι πόλεις νὰ μιμηθῶσι τὸ παράδειγμα τοῦ Βόλου, ὅπως ἐκλείψῃ ἐπὶ τέλους ἡ δυστυχία ἐκ τῆς Ἑλλάδος. — [688, 1118, 950, 1155]
author-signature: Ἀχιλ. Μπιθρακλιώτης — [1407, 401, 1530, 415]
article-subheading: Ὁ πανηγυρισμὸς τῆς 25 Μαρτίου. — [977, 627, 1209, 642]
paragraph: Εἰς τὴν ἐπιμέλειαν ὅμως τοῦ Δημάρχου καὶ τῆς ἐπιτροπῆς τῶν κυριῶν ὀφείλεται ἡ σημερινὴ κατάστασις, ἥτις εἶναι ἀληθῶς ἄξια πάσης ἐπιδοκιμασίας. — [688, 867, 950, 918]
paragraph: Τὰ κοινὰ ὕμνησαν τοὺς ἥρωας, ὁ δὲ ἐνθουσιασμὸς τοῦ πλήθους ἐκορυφώθη κατὰ τὴν ἐπίδειξιν τῶν Προσκόπων. — [688, 196, 950, 234]
top-rule — [136, 118, 1530, 121]
column-5 — [1238, 128, 1561, 2202]
row-value — [1363, 870, 1440, 885]
section-title-2: ΕΙΣ ΤΑΣ ΕΠΑΡΧΙΑΣ — [141, 223, 393, 317]
paragraph: Τὸ ἵδρυμα τοῦτο ἱδρύθη πρὸ εἰκοσαετίας διὰ δωρεᾶς φιλανθρώπου τινὸς Βολιώτου, κατόπιν δὲ ἐπεκτάθη διὰ κληροδοτημάτων. Τὰ ἔσοδα αὐτοῦ ἐπαρκοῦσι πρὸς συντήρησιν αὐτοῦ, χάρις εἰς τὴν χρηστὴν διαχείρισιν. — [688, 574, 950, 637]
assets-total: 56,178,835.50 — [1440, 969, 1530, 985]
paragraph: Πρὸ ἡμερῶν ἀφίκετο ἐν Πάτραις εἷς ἐκ τούτων ἄνθρωπος Ἀναστ. Ἀναστασίου καὶ κατηγόρησε τοὺς ἐκεῖ προξένους. Διηγεῖται τὰ πάθη τοῦ καὶ τὰ δεινὰ τῶν συμπατριωτῶν του, οἵτινες δὲν δύνανται νὰ ἐπιστρέψωσιν εἰς τὴν πατρίδα των, ἐνῷ ἡ πενία καὶ αἱ νόσοι τοὺς καταβάλλουσι. — [136, 579, 398, 655]
divider — [688, 243, 950, 248]
divider — [962, 880, 1224, 885]
ad-title: ΩΡΟΛΟΓΙΑ — [1426, 1652, 1561, 1679]
finance-row — [1238, 730, 1530, 771]
paragraph: Τὸ Παρθεναγωγεῖον.—Τὸ παρθεναγωγεῖον ἦτο μεγαλοπρεπὲς. Ἀπὸ πρωΐας αἱ μικραὶ μαθήτριαι φέρουσαι κανίσκια μὲ ἄνθη κατηυθύνθησαν εἰς τὸν ναόν. — [1238, 258, 1530, 308]
row-label: Τρεχούμενοι λογαριασμοὶ πιστωτικοὶ — [1240, 1055, 1305, 1093]
paragraph: Σήμερον ἡ Φιλόπτωχος ἔχει ἀνεγείρει νέον καὶ παραπλήσιον πρὸς αὐτὸ Πτωχοκομεῖον, τὸ ὁποῖον θέλει περατωθῆ ἐντὸς ὀλίγου. — [688, 699, 950, 736]
author-signature: Λόκιος — [1185, 559, 1224, 573]
paragraph: Τὴν πρωΐαν.—Τὴν ἐπίσημον τῆς ἡμέρας ἡμέραν ἐχαιρέτισαν οἱ κώδωνες τῶν ναῶν. — [136, 1629, 398, 1654]
column-divider — [956, 125, 957, 2127]
signature-role: Ὁ Σύμβουλος Γενικὸς Διευθυντὴς — [1259, 1361, 1370, 1384]
article-subheading: Οἱ εἰς θάνατον Ἕλληνες ἐν Βραζιλίᾳ. Ἡ χάρις τῆς ζωῆς ἑνός. — [150, 356, 384, 386]
ad-subtitle: ΟΔΟΝΤΟΙΑΤΡΟΣ Α. ΘΕΟΔΩΡΙΔΗΣ — [1439, 1971, 1548, 1996]
